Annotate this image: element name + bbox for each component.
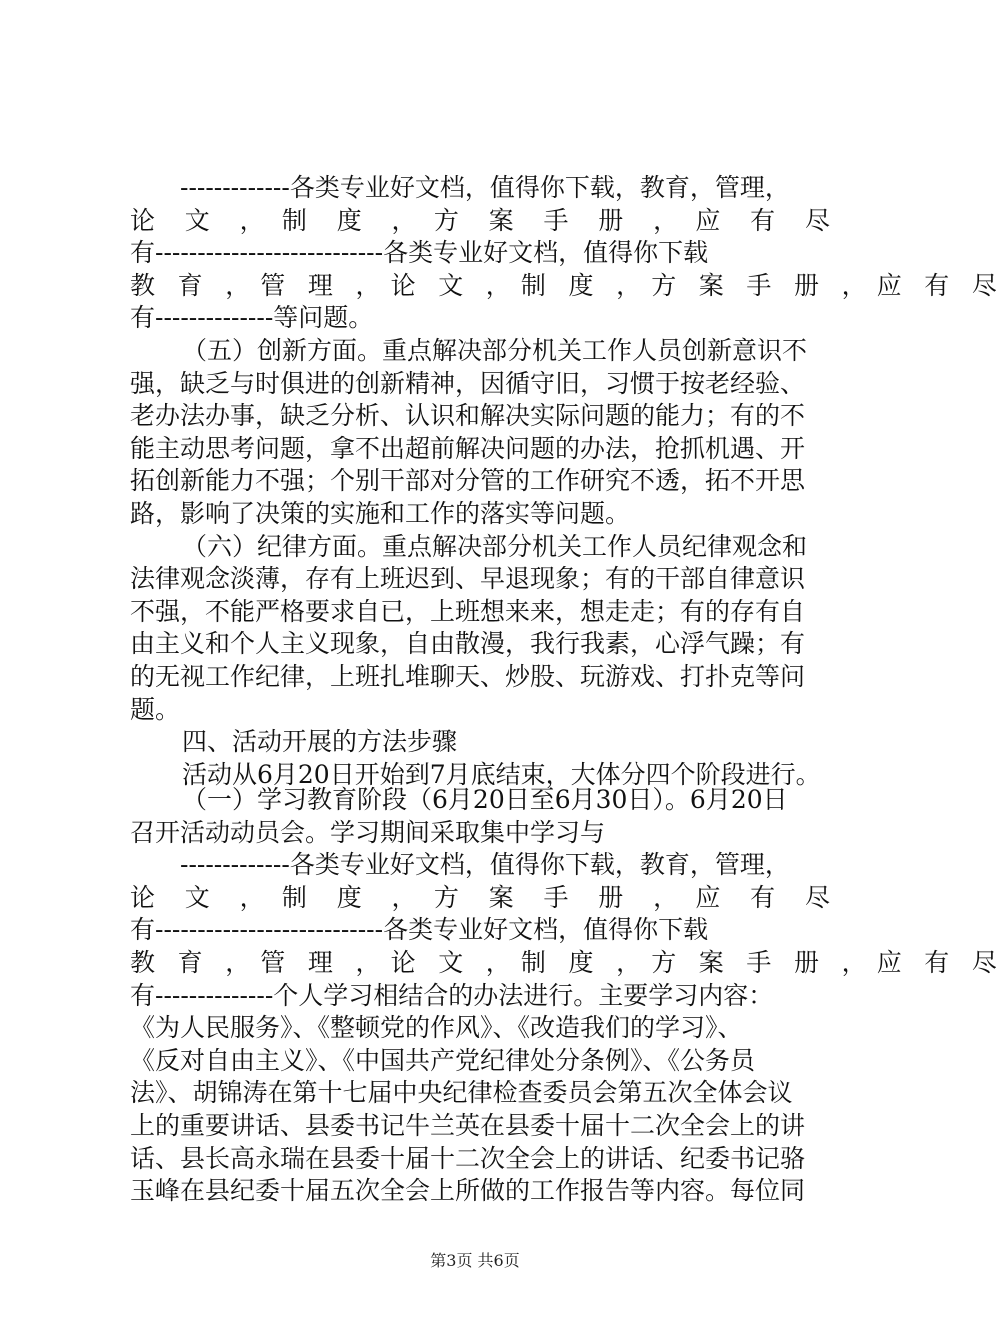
text-line: 能主动思考问题，拿不出超前解决问题的办法，抢抓机遇、开 — [130, 433, 806, 463]
text-line: 有---------------------------各类专业好文档，值得你下载 — [130, 915, 709, 945]
text-line: 法律观念淡薄，存有上班迟到、早退现象；有的干部自律意识 — [130, 564, 806, 594]
text-block-bottom — [130, 784, 996, 1208]
page-footer: 第3页 共6页 — [430, 1251, 520, 1270]
text-line: 召开活动动员会。学习期间采取集中学习与 — [130, 817, 606, 847]
text-line: 教 育 ， 管 理 ， 论 文 ， 制 度 ， 方 案 手 册 ， 应 有 尽 — [130, 270, 996, 300]
text-line: 有---------------------------各类专业好文档，值得你下载 — [130, 238, 709, 268]
text-line: （一）学习教育阶段（6月20日至6月30日）。6月20日 — [182, 785, 788, 814]
text-line: 拓创新能力不强；个别干部对分管的工作研究不透，拓不开思 — [130, 466, 806, 496]
text-line: （五）创新方面。重点解决部分机关工作人员创新意识不 — [182, 335, 808, 365]
text-line: 论 文 ， 制 度 ， 方 案 手 册 ， 应 有 尽 — [130, 205, 830, 235]
text-line: 的无视工作纪律，上班扎堆聊天、炒股、玩游戏、打扑克等问 — [130, 661, 806, 691]
text-line: 路，影响了决策的实施和工作的落实等问题。 — [130, 498, 631, 528]
text-line: -------------各类专业好文档，值得你下载，教育，管理， — [180, 850, 790, 880]
text-line: 不强，不能严格要求自已，上班想来来，想走走；有的存有自 — [130, 596, 806, 626]
text-line: 论 文 ， 制 度 ， 方 案 手 册 ， 应 有 尽 — [130, 882, 830, 912]
text-line: 有--------------等问题。 — [130, 303, 374, 333]
text-line: 老办法办事，缺乏分析、认识和解决实际问题的能力；有的不 — [130, 401, 806, 431]
text-line: 上的重要讲话、县委书记牛兰英在县委十届十二次全会上的讲 — [130, 1110, 806, 1140]
section-heading: 四、活动开展的方法步骤 — [182, 727, 458, 757]
text-line: 活动从6月20日开始到7月底结束，大体分四个阶段进行。 — [182, 759, 821, 789]
text-line: -------------各类专业好文档，值得你下载，教育，管理， — [180, 173, 790, 202]
text-block-top — [130, 172, 996, 791]
text-line: 由主义和个人主义现象，自由散漫，我行我素，心浮气躁；有 — [130, 629, 806, 659]
text-line: 《反对自由主义》、《中国共产党纪律处分条例》、《公务员 — [130, 1045, 756, 1075]
text-line: 话、县长高永瑞在县委十届十二次全会上的讲话、纪委书记骆 — [130, 1143, 806, 1173]
text-line: 教 育 ， 管 理 ， 论 文 ， 制 度 ， 方 案 手 册 ， 应 有 尽 — [130, 947, 996, 977]
text-line: （六）纪律方面。重点解决部分机关工作人员纪律观念和 — [182, 531, 808, 561]
text-line: 有--------------个人学习相结合的办法进行。主要学习内容： — [130, 980, 774, 1010]
text-line: 玉峰在县纪委十届五次全会上所做的工作报告等内容。每位同 — [130, 1176, 806, 1206]
text-line: 强，缺乏与时俱进的创新精神，因循守旧，习惯于按老经验、 — [130, 368, 806, 398]
text-line: 题。 — [130, 694, 181, 724]
text-line: 法》、胡锦涛在第十七届中央纪律检查委员会第五次全体会议 — [130, 1078, 793, 1108]
text-line: 《为人民服务》、《整顿党的作风》、《改造我们的学习》、 — [130, 1013, 743, 1043]
